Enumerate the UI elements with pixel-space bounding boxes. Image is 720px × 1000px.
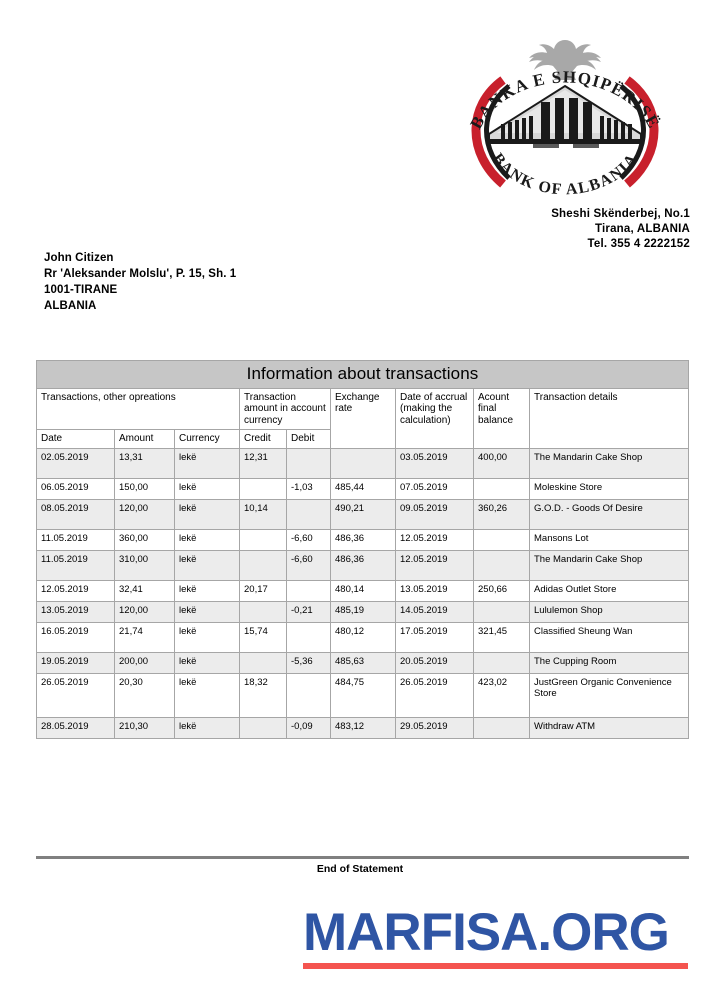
cell-currency: lekë [175, 529, 240, 550]
cell-amount: 32,41 [115, 580, 175, 601]
cell-details: G.O.D. - Goods Of Desire [530, 499, 689, 529]
cell-currency: lekë [175, 717, 240, 738]
cell-amount: 200,00 [115, 652, 175, 673]
cell-credit [240, 550, 287, 580]
table-row [37, 448, 689, 478]
table-row [37, 580, 689, 601]
cell-date: 11.05.2019 [37, 529, 115, 550]
recipient-address [44, 250, 236, 314]
cell-balance: 321,45 [474, 622, 530, 652]
cell-credit: 15,74 [240, 622, 287, 652]
cell-debit [287, 673, 331, 717]
cell-accrual: 07.05.2019 [396, 478, 474, 499]
bank-address-line-2: Tirana, ALBANIA [594, 223, 690, 235]
cell-currency: lekë [175, 550, 240, 580]
cell-accrual: 03.05.2019 [396, 448, 474, 478]
cell-rate [331, 448, 396, 478]
cell-rate: 483,12 [331, 717, 396, 738]
cell-credit [240, 601, 287, 622]
bank-logo [445, 28, 685, 203]
cell-accrual: 09.05.2019 [396, 499, 474, 529]
cell-accrual: 17.05.2019 [396, 622, 474, 652]
recipient-name: John Citizen [44, 252, 114, 264]
cell-credit [240, 717, 287, 738]
header-account-final-balance: Acount final balance [474, 388, 530, 448]
cell-accrual: 29.05.2019 [396, 717, 474, 738]
cell-date: 02.05.2019 [37, 448, 115, 478]
table-title: Information about transactions [37, 361, 689, 389]
cell-accrual: 12.05.2019 [396, 550, 474, 580]
cell-balance [474, 550, 530, 580]
header-currency: Currency [175, 430, 240, 449]
cell-date: 28.05.2019 [37, 717, 115, 738]
cell-amount: 210,30 [115, 717, 175, 738]
cell-balance [474, 478, 530, 499]
cell-rate: 485,63 [331, 652, 396, 673]
cell-accrual: 26.05.2019 [396, 673, 474, 717]
header-debit: Debit [287, 430, 331, 449]
cell-rate: 486,36 [331, 550, 396, 580]
cell-debit: -0,09 [287, 717, 331, 738]
cell-credit: 18,32 [240, 673, 287, 717]
cell-date: 19.05.2019 [37, 652, 115, 673]
cell-amount: 310,00 [115, 550, 175, 580]
cell-currency: lekë [175, 673, 240, 717]
watermark-underline [303, 963, 688, 969]
cell-balance [474, 717, 530, 738]
table-row [37, 622, 689, 652]
cell-balance [474, 652, 530, 673]
cell-details: Adidas Outlet Store [530, 580, 689, 601]
cell-balance: 423,02 [474, 673, 530, 717]
cell-details: The Cupping Room [530, 652, 689, 673]
header-transaction-amount: Transaction amount in account currency [240, 388, 331, 430]
cell-credit [240, 529, 287, 550]
cell-credit: 12,31 [240, 448, 287, 478]
cell-balance [474, 529, 530, 550]
cell-details: The Mandarin Cake Shop [530, 550, 689, 580]
header-date: Date [37, 430, 115, 449]
table-row [37, 499, 689, 529]
cell-currency: lekë [175, 601, 240, 622]
table-group-header-row [37, 388, 689, 430]
header-amount: Amount [115, 430, 175, 449]
header-date-of-accrual: Date of accrual (making the calculation) [396, 388, 474, 448]
cell-date: 11.05.2019 [37, 550, 115, 580]
cell-debit: -1,03 [287, 478, 331, 499]
table-row [37, 717, 689, 738]
cell-currency: lekë [175, 478, 240, 499]
cell-rate: 485,44 [331, 478, 396, 499]
cell-credit [240, 478, 287, 499]
bank-address-line-3: Tel. 355 4 2222152 [587, 238, 690, 250]
cell-amount: 20,30 [115, 673, 175, 717]
cell-accrual: 14.05.2019 [396, 601, 474, 622]
cell-accrual: 20.05.2019 [396, 652, 474, 673]
cell-debit [287, 622, 331, 652]
cell-debit: -6,60 [287, 529, 331, 550]
cell-currency: lekë [175, 580, 240, 601]
cell-date: 06.05.2019 [37, 478, 115, 499]
cell-rate: 480,12 [331, 622, 396, 652]
header-credit: Credit [240, 430, 287, 449]
cell-balance [474, 601, 530, 622]
cell-date: 16.05.2019 [37, 622, 115, 652]
watermark [303, 905, 698, 969]
cell-debit: -5,36 [287, 652, 331, 673]
cell-rate: 480,14 [331, 580, 396, 601]
cell-amount: 120,00 [115, 601, 175, 622]
table-row [37, 550, 689, 580]
table-row [37, 652, 689, 673]
logo-top-text: BANKA E SHQIPËRISË [466, 67, 664, 133]
cell-debit: -6,60 [287, 550, 331, 580]
bank-address-line-1: Sheshi Skënderbej, No.1 [551, 208, 690, 220]
cell-details: The Mandarin Cake Shop [530, 448, 689, 478]
cell-amount: 21,74 [115, 622, 175, 652]
transactions-rows [37, 448, 689, 738]
cell-rate: 484,75 [331, 673, 396, 717]
cell-accrual: 12.05.2019 [396, 529, 474, 550]
cell-debit [287, 499, 331, 529]
table-row [37, 601, 689, 622]
cell-debit [287, 448, 331, 478]
cell-balance: 250,66 [474, 580, 530, 601]
table-row [37, 673, 689, 717]
cell-amount: 120,00 [115, 499, 175, 529]
cell-details: Withdraw ATM [530, 717, 689, 738]
header-transaction-details: Transaction details [530, 388, 689, 448]
cell-credit: 20,17 [240, 580, 287, 601]
recipient-city: 1001-TIRANE [44, 284, 118, 296]
cell-details: Moleskine Store [530, 478, 689, 499]
cell-debit: -0,21 [287, 601, 331, 622]
cell-rate: 485,19 [331, 601, 396, 622]
table-row [37, 478, 689, 499]
recipient-street: Rr 'Aleksander Molslu', P. 15, Sh. 1 [44, 268, 237, 280]
cell-date: 26.05.2019 [37, 673, 115, 717]
cell-amount: 13,31 [115, 448, 175, 478]
cell-currency: lekë [175, 652, 240, 673]
cell-details: Lululemon Shop [530, 601, 689, 622]
cell-debit [287, 580, 331, 601]
cell-balance: 400,00 [474, 448, 530, 478]
cell-details: Mansons Lot [530, 529, 689, 550]
cell-currency: lekë [175, 622, 240, 652]
cell-accrual: 13.05.2019 [396, 580, 474, 601]
cell-rate: 486,36 [331, 529, 396, 550]
bank-address [551, 207, 690, 252]
logo-bottom-text: BANK OF ALBANIA [488, 150, 642, 199]
cell-rate: 490,21 [331, 499, 396, 529]
bank-logo-svg [445, 28, 685, 203]
cell-details: Classified Sheung Wan [530, 622, 689, 652]
cell-currency: lekë [175, 448, 240, 478]
table-row [37, 529, 689, 550]
cell-date: 13.05.2019 [37, 601, 115, 622]
cell-details: JustGreen Organic Convenience Store [530, 673, 689, 717]
table-title-row [37, 361, 689, 389]
cell-currency: lekë [175, 499, 240, 529]
transactions-table [36, 360, 689, 739]
cell-credit [240, 652, 287, 673]
recipient-country: ALBANIA [44, 300, 97, 312]
cell-date: 08.05.2019 [37, 499, 115, 529]
watermark-text: MARFISA.ORG [303, 903, 669, 962]
header-exchange-rate: Exchange rate [331, 388, 396, 448]
cell-date: 12.05.2019 [37, 580, 115, 601]
cell-credit: 10,14 [240, 499, 287, 529]
header-transactions: Transactions, other opreations [37, 388, 240, 430]
cell-amount: 360,00 [115, 529, 175, 550]
footer-divider [36, 856, 689, 859]
cell-balance: 360,26 [474, 499, 530, 529]
cell-amount: 150,00 [115, 478, 175, 499]
end-of-statement-label: End of Statement [316, 863, 404, 875]
